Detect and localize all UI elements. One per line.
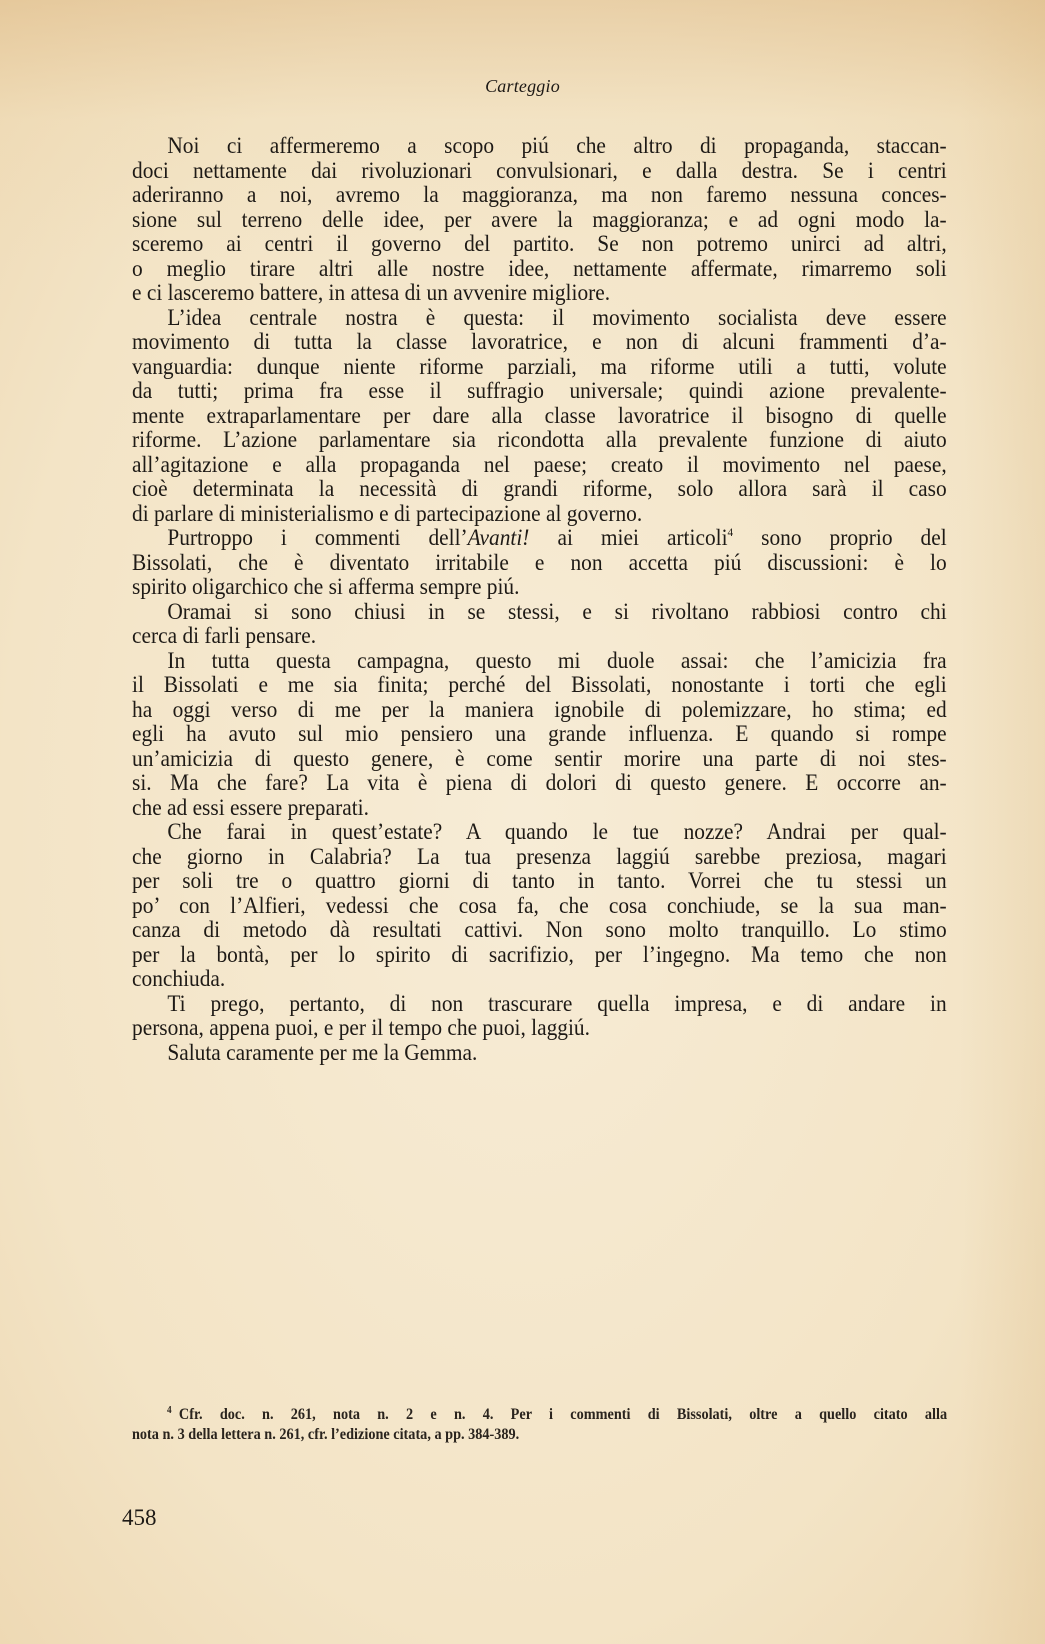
paragraph-2 — [132, 306, 947, 527]
text-line: Purtroppo i commenti dell’Avanti! ai miei articoli$^4$ sono proprio del — [167, 525, 947, 550]
text-line: ha oggi verso di me per la maniera ignobile di polemizzare, ho stima; ed — [132, 696, 947, 722]
text-line: Ti prego, pertanto, di non trascurare quella impresa, e di andare in — [167, 990, 947, 1016]
paragraph-5 — [132, 649, 947, 821]
text-line: Noi ci affermeremo a scopo piú che altro di propaganda, staccan- — [167, 133, 947, 158]
text-line: canza di metodo dà resultati cattivi. Non sono molto tranquillo. Lo stimo — [132, 917, 947, 942]
footnote-reference[interactable]: 4 — [727, 525, 734, 539]
text-line: che ad essi essere preparati. — [132, 794, 369, 820]
running-head: Carteggio — [485, 76, 560, 96]
text-line: In tutta questa campagna, questo mi duole assai: che l’amicizia fra — [167, 647, 947, 673]
paragraph-6 — [132, 820, 947, 992]
text-line: mente extraparlamentare per dare alla classe lavoratrice il bisogno di quelle — [132, 402, 947, 428]
text-line: si. Ma che fare? La vita è piena di dolori di questo genere. E occorre an- — [132, 770, 947, 795]
text-line: egli ha avuto sul mio pensiero una grande influenza. E quando si rompe — [132, 721, 947, 746]
text-line: Che farai in quest’estate? A quando le tue nozze? Andrai per qual- — [167, 819, 947, 844]
footnote-line: nota n. 3 della lettera n. 261, cfr. l’edizione citata, a pp. 384-389. — [132, 1426, 520, 1443]
text-line: che giorno in Calabria? La tua presenza laggiú sarebbe preziosa, magari — [132, 843, 947, 869]
paragraph-1 — [132, 134, 947, 306]
newspaper-title: Avanti! — [467, 525, 530, 550]
text-line: cioè determinata la necessità di grandi riforme, solo allora sarà il caso — [132, 476, 947, 501]
text-line: Saluta caramente per me la Gemma. — [167, 1039, 478, 1065]
text-line: un’amicizia di questo genere, è come sentir morire una parte di noi stes- — [132, 745, 947, 771]
text-line: Bissolati, che è diventato irritabile e non accetta piú discussioni: è lo — [132, 549, 947, 575]
text-line: di parlare di ministerialismo e di partecipazione al governo. — [132, 500, 643, 526]
text-line: all’agitazione e alla propaganda nel paese; creato il movimento nel paese, — [132, 451, 947, 477]
paragraph-4 — [132, 600, 947, 649]
text-line: per la bontà, per lo spirito di sacrifizio, per l’ingegno. Ma temo che non — [132, 941, 947, 967]
text-line: da tutti; prima fra esse il suffragio universale; quindi azione prevalente- — [132, 378, 947, 403]
text-line: L’idea centrale nostra è questa: il movimento socialista deve essere — [167, 304, 947, 330]
paragraph-3 — [132, 526, 947, 600]
text-line: doci nettamente dai rivoluzionari convulsionari, e dalla destra. Se i centri — [132, 157, 947, 183]
footnote-line: $^4$ Cfr. doc. n. 261, nota n. 2 e n. 4. Per i commenti di Bissolati, oltre a quello citato alla — [166, 1405, 948, 1423]
text-line: vanguardia: dunque niente riforme parziali, ma riforme utili a tutti, volute — [132, 353, 947, 379]
page-number: 458 — [122, 1505, 157, 1530]
text-line: sceremo ai centri il governo del partito. Se non potremo unirci ad altri, — [132, 231, 947, 256]
footnote — [132, 1405, 947, 1445]
footnote-marker: 4 — [166, 1405, 172, 1416]
paragraph-7 — [132, 992, 947, 1041]
text-line: persona, appena puoi, e per il tempo che puoi, laggiú. — [132, 1015, 590, 1040]
text-line: cerca di farli pensare. — [132, 623, 317, 648]
text-line: movimento di tutta la classe lavoratrice, e non di alcuni frammenti d’a- — [132, 329, 947, 354]
text-line: per soli tre o quattro giorni di tanto in tanto. Vorrei che tu stessi un — [132, 868, 947, 893]
letter-body — [132, 134, 947, 1065]
text-line: Oramai si sono chiusi in se stessi, e si rivoltano rabbiosi contro chi — [167, 598, 947, 624]
text-line: e ci lasceremo battere, in attesa di un avvenire migliore. — [132, 280, 611, 305]
paragraph-8 — [132, 1041, 947, 1066]
text-line: sione sul terreno delle idee, per avere la maggioranza; e ad ogni modo la- — [132, 206, 947, 232]
text-line: spirito oligarchico che si afferma sempre piú. — [132, 574, 520, 599]
text-line: il Bissolati e me sia finita; perché del Bissolati, nonostante i torti che egli — [132, 672, 947, 697]
text-line: po’ con l’Alfieri, vedessi che cosa fa, che cosa conchiude, se la sua man- — [132, 892, 947, 918]
text-line: riforme. L’azione parlamentare sia ricondotta alla prevalente funzione di aiuto — [132, 427, 947, 452]
text-line: o meglio tirare altri alle nostre idee, nettamente affermate, rimarremo soli — [132, 255, 947, 281]
text-line: aderiranno a noi, avremo la maggioranza, ma non faremo nessuna conces- — [132, 182, 947, 207]
text-line: conchiuda. — [132, 966, 226, 991]
